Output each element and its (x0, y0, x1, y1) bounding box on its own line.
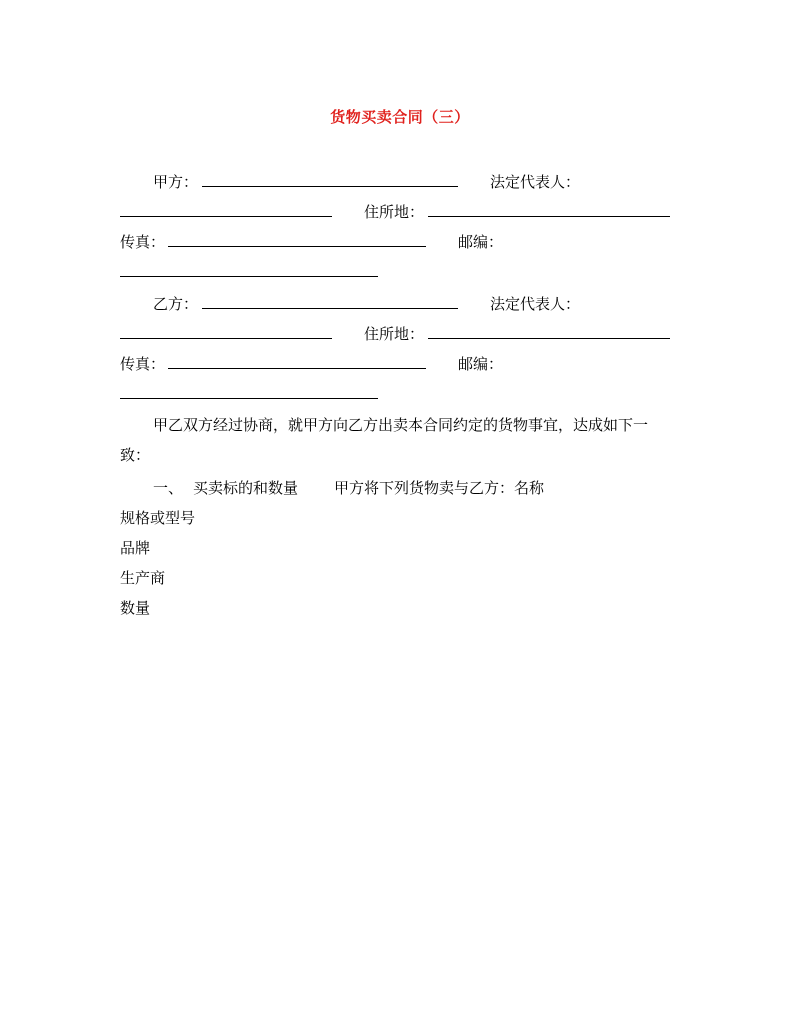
document-title: 货物买卖合同（三） (330, 108, 470, 126)
party-b-address-blank (428, 324, 670, 344)
party-a-rep-blank (120, 202, 332, 222)
intro-line-1: 甲乙双方经过协商，就甲方向乙方出卖本合同约定的货物事宜，达成如下一 (153, 416, 649, 434)
section-1-text: 甲方将下列货物卖与乙方：名称 (334, 479, 545, 497)
party-a-postcode-label: 邮编： (458, 233, 504, 251)
section-1-number: 一、 (153, 479, 184, 497)
item-quantity: 数量 (120, 599, 151, 617)
party-b-address-label: 住所地： (364, 325, 425, 343)
party-a-address-blank (428, 202, 670, 222)
item-brand: 品牌 (120, 539, 151, 557)
party-a-address-label: 住所地： (364, 203, 425, 221)
party-b-fax-label: 传真： (120, 355, 166, 373)
party-a-label: 甲方： (153, 173, 199, 191)
party-b-rep-blank (120, 324, 332, 344)
party-b-label: 乙方： (153, 295, 199, 313)
party-b-blank (202, 294, 458, 314)
intro-line-2: 致： (120, 446, 151, 464)
section-1-title: 买卖标的和数量 (193, 479, 299, 497)
party-a-rep-label: 法定代表人： (490, 173, 581, 191)
party-b-postcode-blank (120, 384, 378, 404)
party-a-fax-label: 传真： (120, 233, 166, 251)
party-b-rep-label: 法定代表人： (490, 295, 581, 313)
party-b-postcode-label: 邮编： (458, 355, 504, 373)
party-b-fax-blank (168, 354, 426, 374)
item-spec: 规格或型号 (120, 509, 196, 527)
item-manufacturer: 生产商 (120, 569, 166, 587)
party-a-postcode-blank (120, 262, 378, 282)
party-a-fax-blank (168, 232, 426, 252)
party-a-blank (202, 172, 458, 192)
